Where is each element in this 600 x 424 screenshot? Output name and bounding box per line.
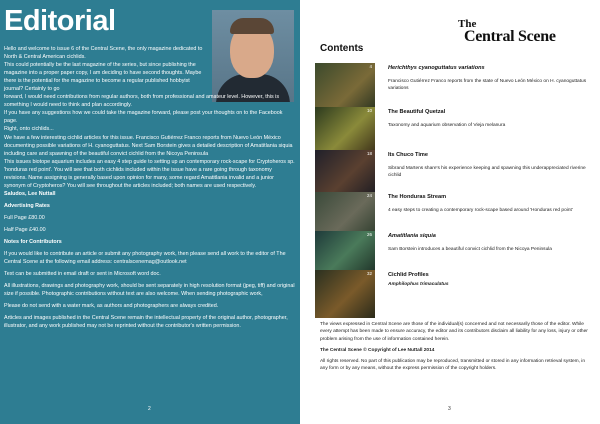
entry-thumbnail	[315, 107, 375, 155]
page-number-right: 3	[448, 406, 451, 412]
entry-description: Sibrand Martens share's his experience keeping and spawning this underappreciated riverine cichlid	[388, 166, 586, 178]
entry-title: Amatitlania siquia	[388, 233, 436, 239]
contrib-para-4: Please do not send with a water mark, as authors and photographers are always credited.	[4, 303, 219, 310]
entry-description: Taxonomy and aquarium observation of Vieja melanura	[388, 123, 506, 128]
editorial-body	[4, 45, 296, 330]
disclaimer	[320, 321, 588, 377]
page-number-left: 2	[148, 406, 151, 412]
entry-description: Amphilophus trimaculatus	[388, 282, 449, 287]
contrib-para-5: Articles and images published in the Central Scene remain the intellectual property of the original author, photographer, illustrator, and any work published may not be reprinted without the contributor's written permission.	[4, 315, 288, 330]
contrib-para-1: If you would like to contribute an article or submit any photography work, then please send all work to the editor of The Central Scene at the following email address: centralscenemag@outlook.net	[4, 251, 286, 266]
disclaimer-para-1: The views expressed in Central Scene are those of the individual(s) concerned and not necessarily those of the editor. While every attempt has been made to ensure accuracy, the editor and its contributors disclaim all liability for any loss, injury or other problem arising from the use of information contained herein.	[320, 322, 588, 342]
entry-page-number: 10	[366, 108, 372, 113]
editorial-signoff: Saludos, Lee Nuttall	[4, 190, 56, 197]
entry-title: Herichthys cyanoguttatus variations	[388, 65, 485, 71]
entry-title: Cichlid Profiles	[388, 272, 429, 278]
contents-heading: Contents	[320, 43, 364, 54]
entry-thumbnail	[315, 270, 375, 318]
contrib-para-3: All illustrations, drawings and photography work, should be sent separately in high resolution format (jpeg, tiff) and original size if possible. Photographic contributions without text are also welcome. When sending photographic work,	[4, 283, 295, 298]
entry-page-number: 24	[366, 193, 372, 198]
entry-thumbnail	[315, 63, 375, 111]
logo-the: The	[458, 18, 477, 30]
page-right	[300, 0, 600, 424]
disclaimer-para-2: All rights reserved. No part of this publication may be reproduced, transmitted or stored in any information retrieval system, in any form or by any means, without the express permission of the copyright holders.	[320, 359, 586, 372]
entry-description: Francisco Gutiérrez Franco reports from the state of Nuevo León México on H. cyanoguttatus variations	[388, 79, 587, 91]
entry-title: The Honduras Stream	[388, 194, 447, 200]
editorial-para-6: We have a few interesting cichlid articles for this issue. Francisco Gutiérrez Franco reports from Nuevo León México documenting possible variations of H. cyanoguttatus. Next Sam Borstein gives a detailed description of Amatitlania siquia including care and spawning of the beautiful convict cichlid from the Nicoya Peninsula	[4, 134, 293, 157]
half-page-rate: Half Page £40.00	[4, 226, 46, 233]
editorial-para-3: forward, I would need contributions from regular authors, both from professional and amateur level. However, this is something I would need to think and plan accordingly.	[4, 94, 280, 109]
contents-entry[interactable]	[315, 270, 600, 325]
entry-page-number: 32	[366, 271, 372, 276]
contrib-para-2: Text can be submitted in email draft or sent in Microsoft word doc.	[4, 271, 161, 278]
editorial-para-1: Hello and welcome to issue 6 of the Central Scene, the only magazine dedicated to North & Central American cichlids.	[4, 46, 203, 61]
logo-main: Central Scene	[464, 28, 556, 45]
advertising-heading: Advertising Rates	[4, 202, 50, 209]
editorial-para-7: This issues biotope aquarium includes an easy 4 step guide to setting up an contemporary rock-scape for Cryptoheros sp. 'honduras red point'. You will see that both cichlids included within the issue have a rare going through taxonomy revisions. Name assigning is generally based upon opinion for many, some regard Amatitlania invalid and a junior synonym of Cryptoheros? You will see throughout the articles included; both names are used respectively.	[4, 158, 295, 189]
editorial-para-5: Right, onto cichlids...	[4, 126, 54, 133]
editorial-title: Editorial	[4, 5, 116, 37]
entry-title: The Beautiful Quetzal	[388, 109, 446, 115]
entry-description: Sam Borstein introduces a beautiful convict cichlid from the Nicoya Peninsula	[388, 247, 552, 252]
entry-page-number: 4	[369, 64, 372, 69]
contributors-heading: Notes for Contributors	[4, 239, 62, 246]
entry-page-number: 18	[366, 151, 372, 156]
editorial-para-2: This could potentially be the last magazine of the series, but since publishing the magazine into a proper paper copy, I am deciding to have second thoughts. Maybe there is the potential for the magazine to become a regular published hobbyist journal? Certainly to go	[4, 62, 202, 93]
copyright-line: The Central Scene © Copyright of Lee Nuttall 2014	[320, 347, 435, 353]
full-page-rate: Full Page £80.00	[4, 214, 45, 221]
entry-thumbnail	[315, 150, 375, 198]
entry-page-number: 26	[366, 232, 372, 237]
editorial-para-4: If you have any suggestions how we could take the magazine forward, please post your thoughts on to the Facebook page.	[4, 110, 283, 125]
entry-title: Its Chuco Time	[388, 152, 428, 158]
magazine-logo	[456, 18, 586, 58]
entry-description: 4 easy steps to creating a contemporary rock-scape based around 'Honduras red point'	[388, 208, 573, 213]
